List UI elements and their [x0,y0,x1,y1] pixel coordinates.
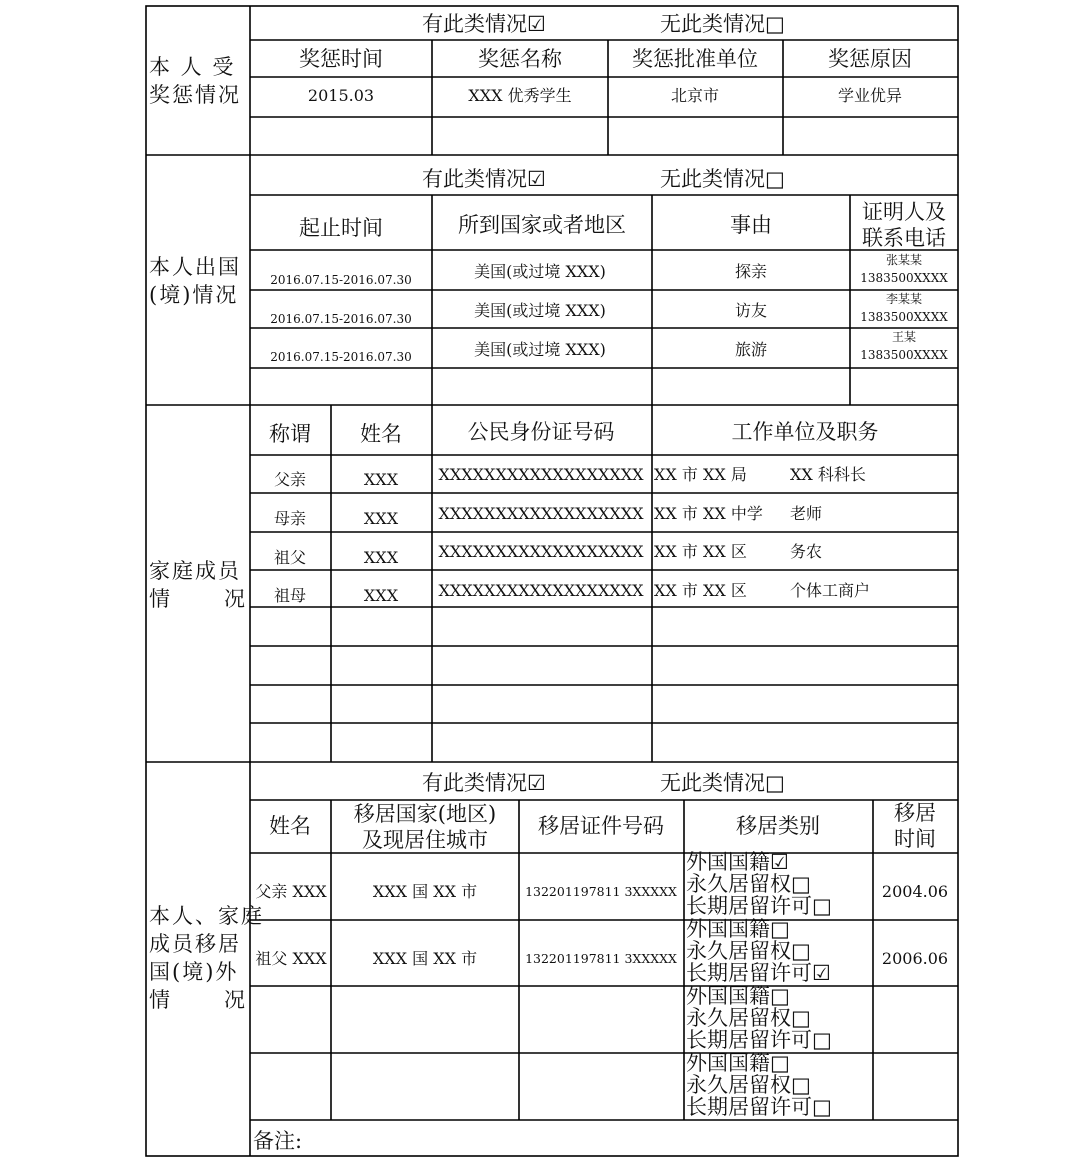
abroad-row-2-place: 美国(或过境 XXX) [474,301,606,320]
migration-label-line-4: 情 况 [149,988,248,1012]
abroad-row-1-reason: 探亲 [734,262,768,281]
family-row-2-post: 老师 [790,504,823,523]
awards-cell-reason: 学业优异 [837,86,903,105]
family-row-4-id: XXXXXXXXXXXXXXXXXX [438,581,644,600]
abroad-row-2-phone: 1383500XXXX [860,310,948,324]
migration-row-1-city: XXX 国 XX 市 [372,882,478,901]
abroad-header-witness-line-1: 证明人及 [862,200,946,224]
awards-label-line-1: 本 人 受 [149,55,236,79]
migration-header-time-line-2: 时间 [894,827,936,851]
abroad-header-reason: 事由 [730,213,772,237]
awards-has-option[interactable]: 有此类情况☑ [422,12,546,36]
family-row-1-unit: XX 市 XX 局 [654,465,747,484]
abroad-row-2-witness: 李某某 [885,292,923,306]
family-row-1-id: XXXXXXXXXXXXXXXXXX [438,465,644,484]
remark-label: 备注: [253,1129,303,1153]
abroad-row-3-witness: 王某 [891,330,917,344]
family-header-id: 公民身份证号码 [467,420,615,444]
abroad-row-3-reason: 旅游 [734,340,768,359]
family-label-line-1: 家庭成员 [149,559,241,583]
awards-none-option[interactable]: 无此类情况□ [660,12,785,36]
migration-label-line-2: 成员移居 [149,932,241,956]
migration-row-3-type-foreign[interactable]: 外国国籍□ [686,984,790,1008]
awards-cell-time: 2015.03 [307,86,375,105]
abroad-row-3-period: 2016.07.15-2016.07.30 [270,350,412,364]
abroad-row-2-reason: 访友 [734,301,768,320]
migration-header-cert: 移居证件号码 [538,814,664,838]
migration-row-2-type-longterm[interactable]: 长期居留许可☑ [686,961,831,985]
family-header-relation: 称谓 [269,422,311,446]
migration-header-type: 移居类别 [736,814,820,838]
migration-row-3-type-longterm[interactable]: 长期居留许可□ [686,1028,832,1052]
abroad-row-3-place: 美国(或过境 XXX) [474,340,606,359]
abroad-row-1-place: 美国(或过境 XXX) [474,262,606,281]
migration-row-4-type-permanent[interactable]: 永久居留权□ [686,1073,811,1097]
awards-header-reason: 奖惩原因 [828,47,912,71]
family-row-1-name: XXX [363,470,399,489]
abroad-header-period: 起止时间 [299,216,383,240]
migration-row-1-name: 父亲 XXX [255,882,327,901]
awards-label-line-2: 奖惩情况 [149,83,241,107]
migration-has-option[interactable]: 有此类情况☑ [422,771,546,795]
family-row-2-relation: 母亲 [273,509,307,528]
migration-row-2-time: 2006.06 [881,949,949,968]
family-row-4-post: 个体工商户 [790,581,871,600]
family-row-1-post: XX 科科长 [790,465,866,484]
migration-row-2-cert: 132201197811 3XXXXX [525,951,677,966]
family-header-unit: 工作单位及职务 [731,420,879,444]
awards-header-unit: 奖惩批准单位 [632,47,758,71]
family-row-4-unit: XX 市 XX 区 [654,581,747,600]
migration-row-4-type-longterm[interactable]: 长期居留许可□ [686,1095,832,1119]
awards-header-time: 奖惩时间 [299,47,383,71]
migration-label-line-1: 本人、家庭 [149,904,264,928]
family-row-3-relation: 祖父 [273,548,307,567]
family-row-4-relation: 祖母 [273,586,307,605]
migration-row-4-type-foreign[interactable]: 外国国籍□ [686,1051,790,1075]
migration-row-1-type-foreign[interactable]: 外国国籍☑ [686,850,789,874]
family-row-3-unit: XX 市 XX 区 [654,542,747,561]
family-row-3-post: 务农 [790,542,823,561]
abroad-row-1-witness: 张某某 [885,253,923,267]
abroad-header-witness-line-2: 联系电话 [862,226,946,250]
migration-row-2-name: 祖父 XXX [255,949,327,968]
abroad-label-line-2: (境)情况 [149,283,239,307]
abroad-label-line-1: 本人出国 [149,255,241,279]
family-row-2-unit: XX 市 XX 中学 [654,504,763,523]
family-row-3-id: XXXXXXXXXXXXXXXXXX [438,542,644,561]
migration-row-1-time: 2004.06 [881,882,949,901]
abroad-row-3-phone: 1383500XXXX [860,348,948,362]
family-row-2-name: XXX [363,509,399,528]
abroad-row-2-period: 2016.07.15-2016.07.30 [270,312,412,326]
migration-row-1-type-longterm[interactable]: 长期居留许可□ [686,894,832,918]
migration-row-2-type-foreign[interactable]: 外国国籍□ [686,917,790,941]
awards-cell-name: XXX 优秀学生 [468,86,572,105]
migration-row-1-type-permanent[interactable]: 永久居留权□ [686,872,811,896]
migration-header-country-line-2: 及现居住城市 [362,828,488,852]
awards-header-name: 奖惩名称 [478,47,562,71]
awards-cell-unit: 北京市 [670,86,720,105]
family-header-name: 姓名 [360,422,402,446]
family-label-line-2: 情 况 [149,587,248,611]
migration-row-1-cert: 132201197811 3XXXXX [525,884,677,899]
migration-header-country-line-1: 移居国家(地区) [353,802,497,826]
migration-label-line-3: 国(境)外 [149,960,239,984]
migration-header-time-line-1: 移居 [894,801,936,825]
family-row-1-relation: 父亲 [273,470,307,489]
abroad-header-place: 所到国家或者地区 [458,213,626,237]
family-row-2-id: XXXXXXXXXXXXXXXXXX [438,504,644,523]
abroad-none-option[interactable]: 无此类情况□ [660,167,785,191]
family-row-4-name: XXX [363,586,399,605]
migration-row-2-type-permanent[interactable]: 永久居留权□ [686,939,811,963]
abroad-has-option[interactable]: 有此类情况☑ [422,167,546,191]
migration-row-3-type-permanent[interactable]: 永久居留权□ [686,1006,811,1030]
family-row-3-name: XXX [363,548,399,567]
migration-none-option[interactable]: 无此类情况□ [660,771,785,795]
migration-header-name: 姓名 [269,814,311,838]
abroad-row-1-period: 2016.07.15-2016.07.30 [270,273,412,287]
migration-row-2-city: XXX 国 XX 市 [372,949,478,968]
abroad-row-1-phone: 1383500XXXX [860,271,948,285]
